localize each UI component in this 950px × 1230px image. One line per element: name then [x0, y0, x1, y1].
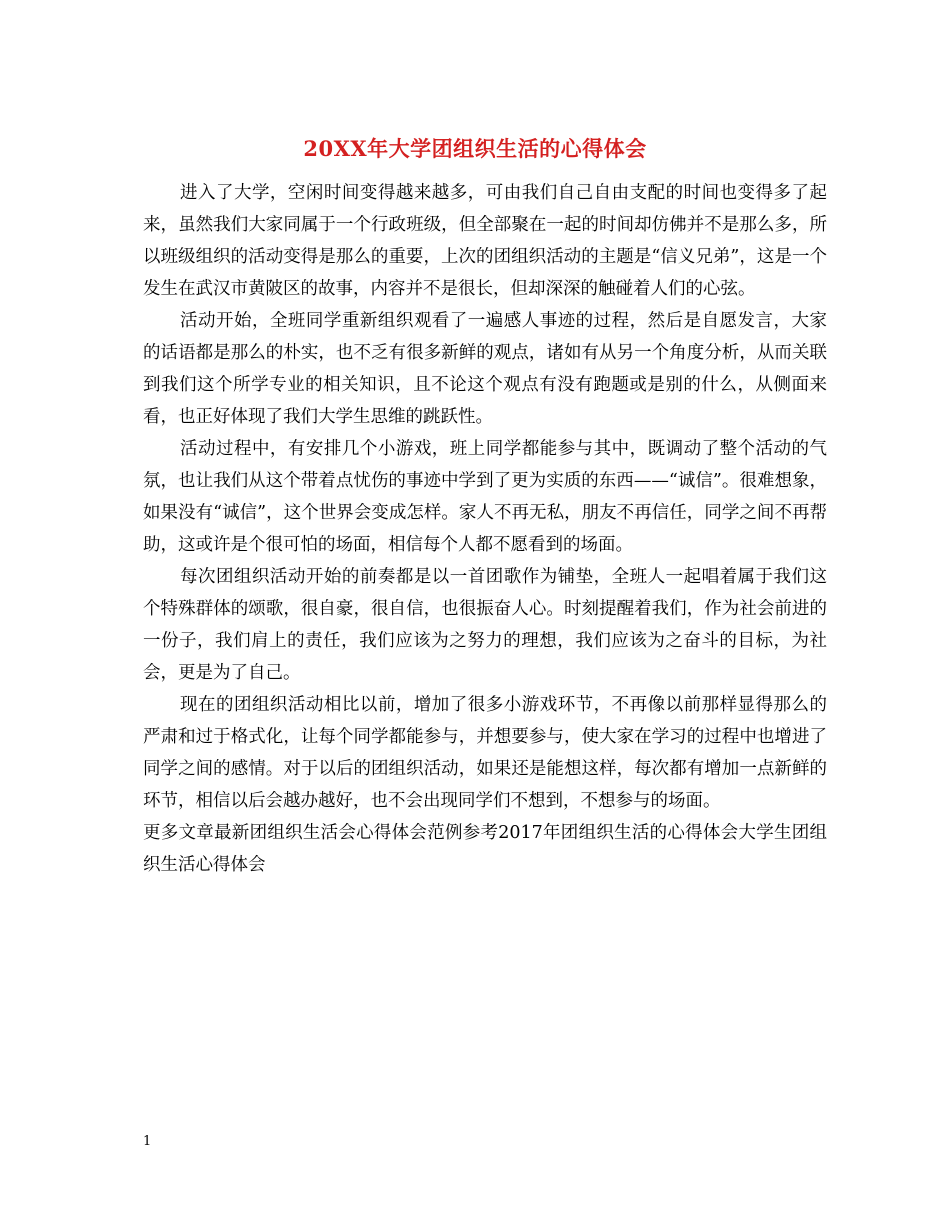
document-title: 20XX年大学团组织生活的心得体会 [303, 136, 647, 161]
paragraph-5: 现在的团组织活动相比以前，增加了很多小游戏环节，不再像以前那样显得那么的严肃和过于格式化，让每个同学都能参与，并想要参与，使大家在学习的过程中也增进了同学之间的感情。对于以后的团组织活动，如果还是能想这样，每次都有增加一点新鲜的环节，相信以后会越办越好，也不会出现同学们不想到，不想参与的场面。 [143, 695, 827, 811]
paragraph-1: 进入了大学，空闲时间变得越来越多，可由我们自己自由支配的时间也变得多了起来，虽然我们大家同属于一个行政班级，但全部聚在一起的时间却仿佛并不是那么多，所以班级组织的活动变得是那么的重要，上次的团组织活动的主题是“信义兄弟”，这是一个发生在武汉市黄陂区的故事，内容并不是很长，但却深深的触碰着人们的心弦。 [143, 183, 827, 299]
paragraph-3: 活动过程中，有安排几个小游戏，班上同学都能参与其中，既调动了整个活动的气氛，也让我们从这个带着点忧伤的事迹中学到了更为实质的东西——“诚信”。很难想象，如果没有“诚信”，这个世界会变成怎样。家人不再无私，朋友不再信任，同学之间不再帮助，这或许是个很可怕的场面，相信每个人都不愿看到的场面。 [143, 439, 827, 555]
document-body [143, 177, 827, 881]
more-articles-text: 更多文章最新团组织生活会心得体会范例参考2017年团组织生活的心得体会大学生团组织生活心得体会 [143, 823, 827, 875]
paragraph-4: 每次团组织活动开始的前奏都是以一首团歌作为铺垫，全班人一起唱着属于我们这个特殊群体的颂歌，很自豪，很自信，也很振奋人心。时刻提醒着我们，作为社会前进的一份子，我们肩上的责任，我们应该为之努力的理想，我们应该为之奋斗的目标，为社会，更是为了自己。 [143, 567, 827, 683]
paragraph-2: 活动开始，全班同学重新组织观看了一遍感人事迹的过程，然后是自愿发言，大家的话语都是那么的朴实，也不乏有很多新鲜的观点，诸如有从另一个角度分析，从而关联到我们这个所学专业的相关知识，且不论这个观点有没有跑题或是别的什么，从侧面来看，也正好体现了我们大学生思维的跳跃性。 [143, 311, 827, 427]
page-number: 1 [143, 1134, 152, 1149]
